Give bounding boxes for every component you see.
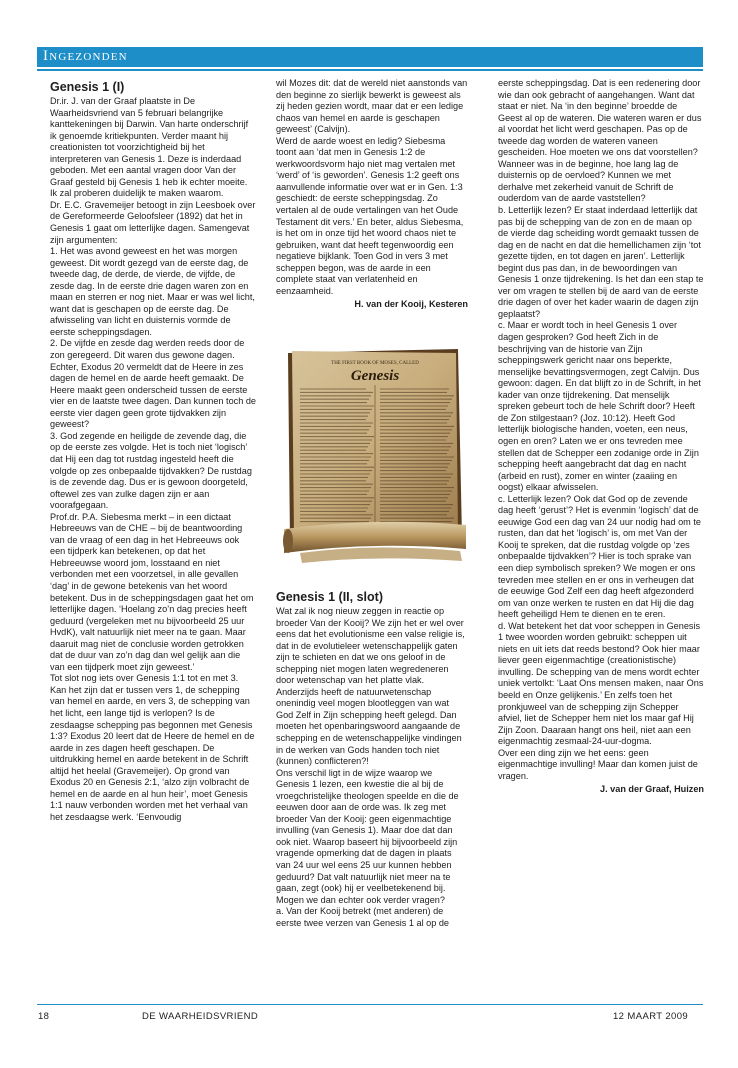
article2-paragraph: c. Letterlijk lezen? Ook dat God op de zevende dag heeft ‘gerust’? Het is evenmin ‘logisch’ dat de eeuwige God een dag van 24 uur nodig had om te rusten, dan dat het ‘logisch’ is, om met Van der Kooij te spreken, dat die rustdag volgde op ‘zes onbepaalde tijdvakken’? Hier is toch sprake van een diep symbolisch spreken? We mogen er ons tevreden mee stellen en er ons in verheugen dat de eeuwige God Zelf een dag heeft afgezonderd om van onze werken te rusten en dat Hij die dag heeft geheiligd Hem te dienen en te eren. [498,493,701,620]
article2-paragraph: a. Van der Kooij betrekt (met anderen) de eerste twee verzen van Genesis 1 al op de [276,906,449,928]
book-heading: THE FIRST BOOK OF MOSES, CALLED [331,361,419,366]
article1-paragraph: Prof.dr. P.A. Siebesma merkt – in een dictaat Hebreeuws van de CHE – bij de beantwoording van de vraag of een dag in het Hebreeuws ook een tijdperk kan betekenen, op dat het Hebreeuwse woord jom, losstaand en niet verbonden met een voorzetsel, in alle gevallen ‘dag’ in de gewone betekenis van het woord betekent. Dus in de scheppingsdagen gaat het om letterlijke dagen. ‘Hoelang zo’n dag precies heeft geduurd (vergeleken met nu bijvoorbeeld 25 uur HvdK), valt natuurlijk niet meer na te gaan. Maar daaruit mag niet de conclusie worden getrokken dat de duur van zo’n dag dan wel gelijk aan die van een tijdperk moet zijn geweest.’ [50,511,254,672]
article1-paragraph: 3. God zegende en heiligde de zevende dag, die op de eerste zes volgde. Het is toch niet ‘logisch’ dat Hij een dag tot rustdag ingesteld heeft die volgde op zes onbepaalde tijdvakken? De rustdag is de zevende dag. Dus er is gewoon doorgeteld, oftewel zes van zulke dagen zijn er aan voorafgegaan. [50,430,252,511]
article2-paragraph: Wat zal ik nog nieuw zeggen in reactie op broeder Van der Kooij? We zijn het er wel over eens dat het evolutionisme een valse religie is, dat in de evolutieleer wetenschappelijk gaten zijn te schieten en dat we ons geloof in de schepping niet mogen laten wegredeneren door wetenschap van het platte vlak. Anderzijds heeft de natuurwetenschap onenindig veel mogen blootleggen van wat God Zelf in Zijn schepping heeft gelegd. Dan moeten het openbaringswoord aangaande de schepping en de wetenschappelijke vindingen in de werken van Gods handen toch niet (kunnen) conflicteren?! [276,606,465,767]
book-title: Genesis [350,368,400,384]
page-number: 18 [38,1011,50,1022]
article2-signature: J. van der Graaf, Huizen [600,784,704,795]
section-title: Ingezonden [43,48,128,64]
article2-paragraph: eerste scheppingsdag. Dat is een redenering door wie dan ook gebracht of aangehangen. Want dat staat er niet. Na ‘in den beginne’ broedde de Geest al op de wateren. Die wateren waren er dus al voordat het licht werd geschapen. Pas op de tweede dag worden de wateren vaneen gescheiden. Hoe moeten we ons dat voorstellen? Wanneer was in de beginne, hoe lang lag de duisternis op de oervloed? Kunnen we met derhalve met zekerheid vanuit de Schrift de ouderdom van de aarde vaststellen? [498,78,702,204]
issue-date: 12 MAART 2009 [613,1011,689,1022]
magazine-name: DE WAARHEIDSVRIEND [142,1011,259,1022]
article1-paragraph: 1. Het was avond geweest en het was morgen geweest. Dit wordt gezegd van de eerste dag, de tweede dag, de derde, de vierde, de vijfde, de zesde dag. In de eerste drie dagen waren zon en maan en sterren er nog niet. Maar er was wel licht, want dat is geschapen op de eerste dag. De afwisseling van licht en duisternis vormde de eerste scheppingsdagen. [50,246,255,337]
scroll-roll-inner [300,547,462,563]
header-rule [37,69,703,71]
column-2-bottom [276,588,468,929]
section-header [37,47,703,67]
article1-title: Genesis 1 (I) [50,80,125,94]
article1-paragraph: Dr.ir. J. van der Graaf plaatste in De Waarheidsvriend van 5 februari belangrijke kanttekeningen bij Darwin. Van harte onderschrijf ik genoemde kritiekpunten. Verder maant hij creationisten tot voorzichtigheid bij het interpreteren van Genesis 1. Deze is inderdaad geboden. Met een aantal vragen door Van der Graaf gesteld bij Genesis 1 heb ik echter moeite. Ik zal proberen duidelijk te maken waarom. [50,96,249,199]
article1-paragraph: Tot slot nog iets over Genesis 1:1 tot en met 3. Kan het zijn dat er tussen vers 1, de schepping van hemel en aarde, en vers 3, de schepping van het licht, een lange tijd is verlopen? Is de zesdaagse schepping pas begonnen met Genesis 1:3? Exodus 20 leert dat de Heere de hemel en de aarde in zes dagen heeft geschapen. De uitdrukking hemel en aarde betekent in de Schrift altijd het heelal (Gravemeijer). Op grond van Exodus 20 en Genesis 2:1, ‘alzo zijn volbracht de hemel en de aarde en al hun heir’, moet Genesis 1:1 nauw verbonden worden met het verhaal van het zesdaagse werk. ‘Eenvoudig [50,673,255,822]
article1-signature: H. van der Kooij, Kesteren [354,299,468,310]
scroll-roll-end [283,529,293,553]
article2-paragraph: Over een ding zijn we het eens: geen eigenmachtige invulling! Maar dan komen juist de vragen. [498,747,698,781]
column-1 [50,78,256,823]
article1-paragraph: Dr. E.C. Gravemeijer betoogt in zijn Leesboek over de Gereformeerde Geloofsleer (1892) dat het in Genesis 1 gaat om letterlijke dagen. Samengevat zijn argumenten: [50,199,256,245]
article2-paragraph: Ons verschil ligt in de wijze waarop we Genesis 1 lezen, een kwestie die al bij de vroegchristelijke theologen speelde en die de eeuwen door aan de orde was. Ik zeg met broeder Van der Kooij: geen eigenmachtige invulling (van Genesis 1). Maar doe dat dan ook niet. Waarop baseert hij bijvoorbeeld zijn vragende opmerking dat de dagen in plaats van 24 uur wel eens 25 uur kunnen hebben geduurd? Dat valt natuurlijk niet meer na te gaan, zegt (ook) hij er veelbetekenend bij. Mogen we dan echter ook verder vragen? [276,767,459,905]
article1-paragraph: Werd de aarde woest en ledig? Siebesma toont aan ‘dat men in Genesis 1:2 de werkwoordsvorm hajo niet mag vertalen met ‘werd’ of ‘is geworden’. Genesis 1:2 geeft ons aanvullende informatie over wat er in Gen. 1:3 geschiedt: de eerste scheppingsdag. Zo vertalen al de oude vertalingen van het Oude Testament dit vers.’ En beter, aldus Siebesma, is het om in onze tijd het woord chaos niet te gebruiken, want dat heeft tegenwoordig een negatieve bijklank. Toen God in vers 3 met scheppen begon, was de aarde in een complete staat van verlatenheid en eenzaamheid. [276,135,464,296]
article2-paragraph: d. Wat betekent het dat voor scheppen in Genesis 1 twee woorden worden gebruikt: scheppen uit niets en uit iets dat reeds bestond? Ook hier maar liever geen eigenmachtige (creationistische) invulling. De schepping van de mens wordt echter uniek vertolkt: ‘Laat Ons mensen maken, naar Ons beeld en Onze gelijkenis.’ En zelfs toen het pronkjuweel van de schepping zijn Schepper afviel, liet de Schepper hem niet los maar gaf Hij Zijn Zoon. Daaraan hangt ons heil, niet aan een eigenmachtig zesmaal-24-uur-dogma. [498,620,704,747]
article2-paragraph: c. Maar er wordt toch in heel Genesis 1 over dagen gesproken? God heeft Zich in de beschrijving van de historie van Zijn scheppingswerk gericht naar ons beperkte, menselijke bevattingsvermogen, zegt Calvijn. Dus gewoon: dagen. En dat blijft zo in de Schrift, in het kader van onze tijdrekening. Dat menselijk spreken gebeurt toch de hele Schrift door? Heeft de Zon stilgestaan? (Joz. 10:12). Heeft God letterlijk biologische handen, voeten, een neus, ogen en oren? Laten we er ons tevreden mee stellen dat de Schepper een zodanige orde in Zijn schepping heeft aangebracht dat dag en nacht (arbeid en rust), zomer en winter (zaaiing en oogst) elkaar afwisselen. [498,320,701,493]
bible-scroll-image [280,347,468,573]
article2-paragraph: b. Letterlijk lezen? Er staat inderdaad letterlijk dat pas bij de schepping van de zon en de maan op de vierde dag scheiding wordt gemaakt tussen de dag en de nacht en dat die hemellichamen zijn ‘tot gezette tijden, en tot dagen en jaren’. Letterlijk begint dus pas dan, in de bewoordingen van Genesis 1 onze tijdrekening. Is het dan een stap te ver om vragen te stellen bij de aard van de eerste drie dagen of over het kader waarin de dagen zijn geplaatst? [498,205,704,319]
article2-title: Genesis 1 (II, slot) [276,590,383,604]
article1-paragraph: 2. De vijfde en zesde dag werden reeds door de zon geregeerd. Dit waren dus gewone dagen. Echter, Exodus 20 vermeldt dat de Heere in zes dagen de hemel en de aarde heeft gemaakt. De Heere maakt geen onderscheid tussen de eerste vier en de laatste twee dagen. Dan kunnen toch de eerste vier dagen geen grote tijdvakken zijn geweest? [50,338,256,430]
column-3 [498,78,704,796]
footer-rule [37,1004,703,1005]
column-2-top [276,78,468,311]
article1-paragraph: wil Mozes dit: dat de wereld niet aanstonds van den beginne zo sierlijk bewerkt is geweest als zij heden gezien wordt, maar dat er een ledige chaos van hemel en aarde is geschapen geweest’ (Calvijn). [276,78,468,135]
